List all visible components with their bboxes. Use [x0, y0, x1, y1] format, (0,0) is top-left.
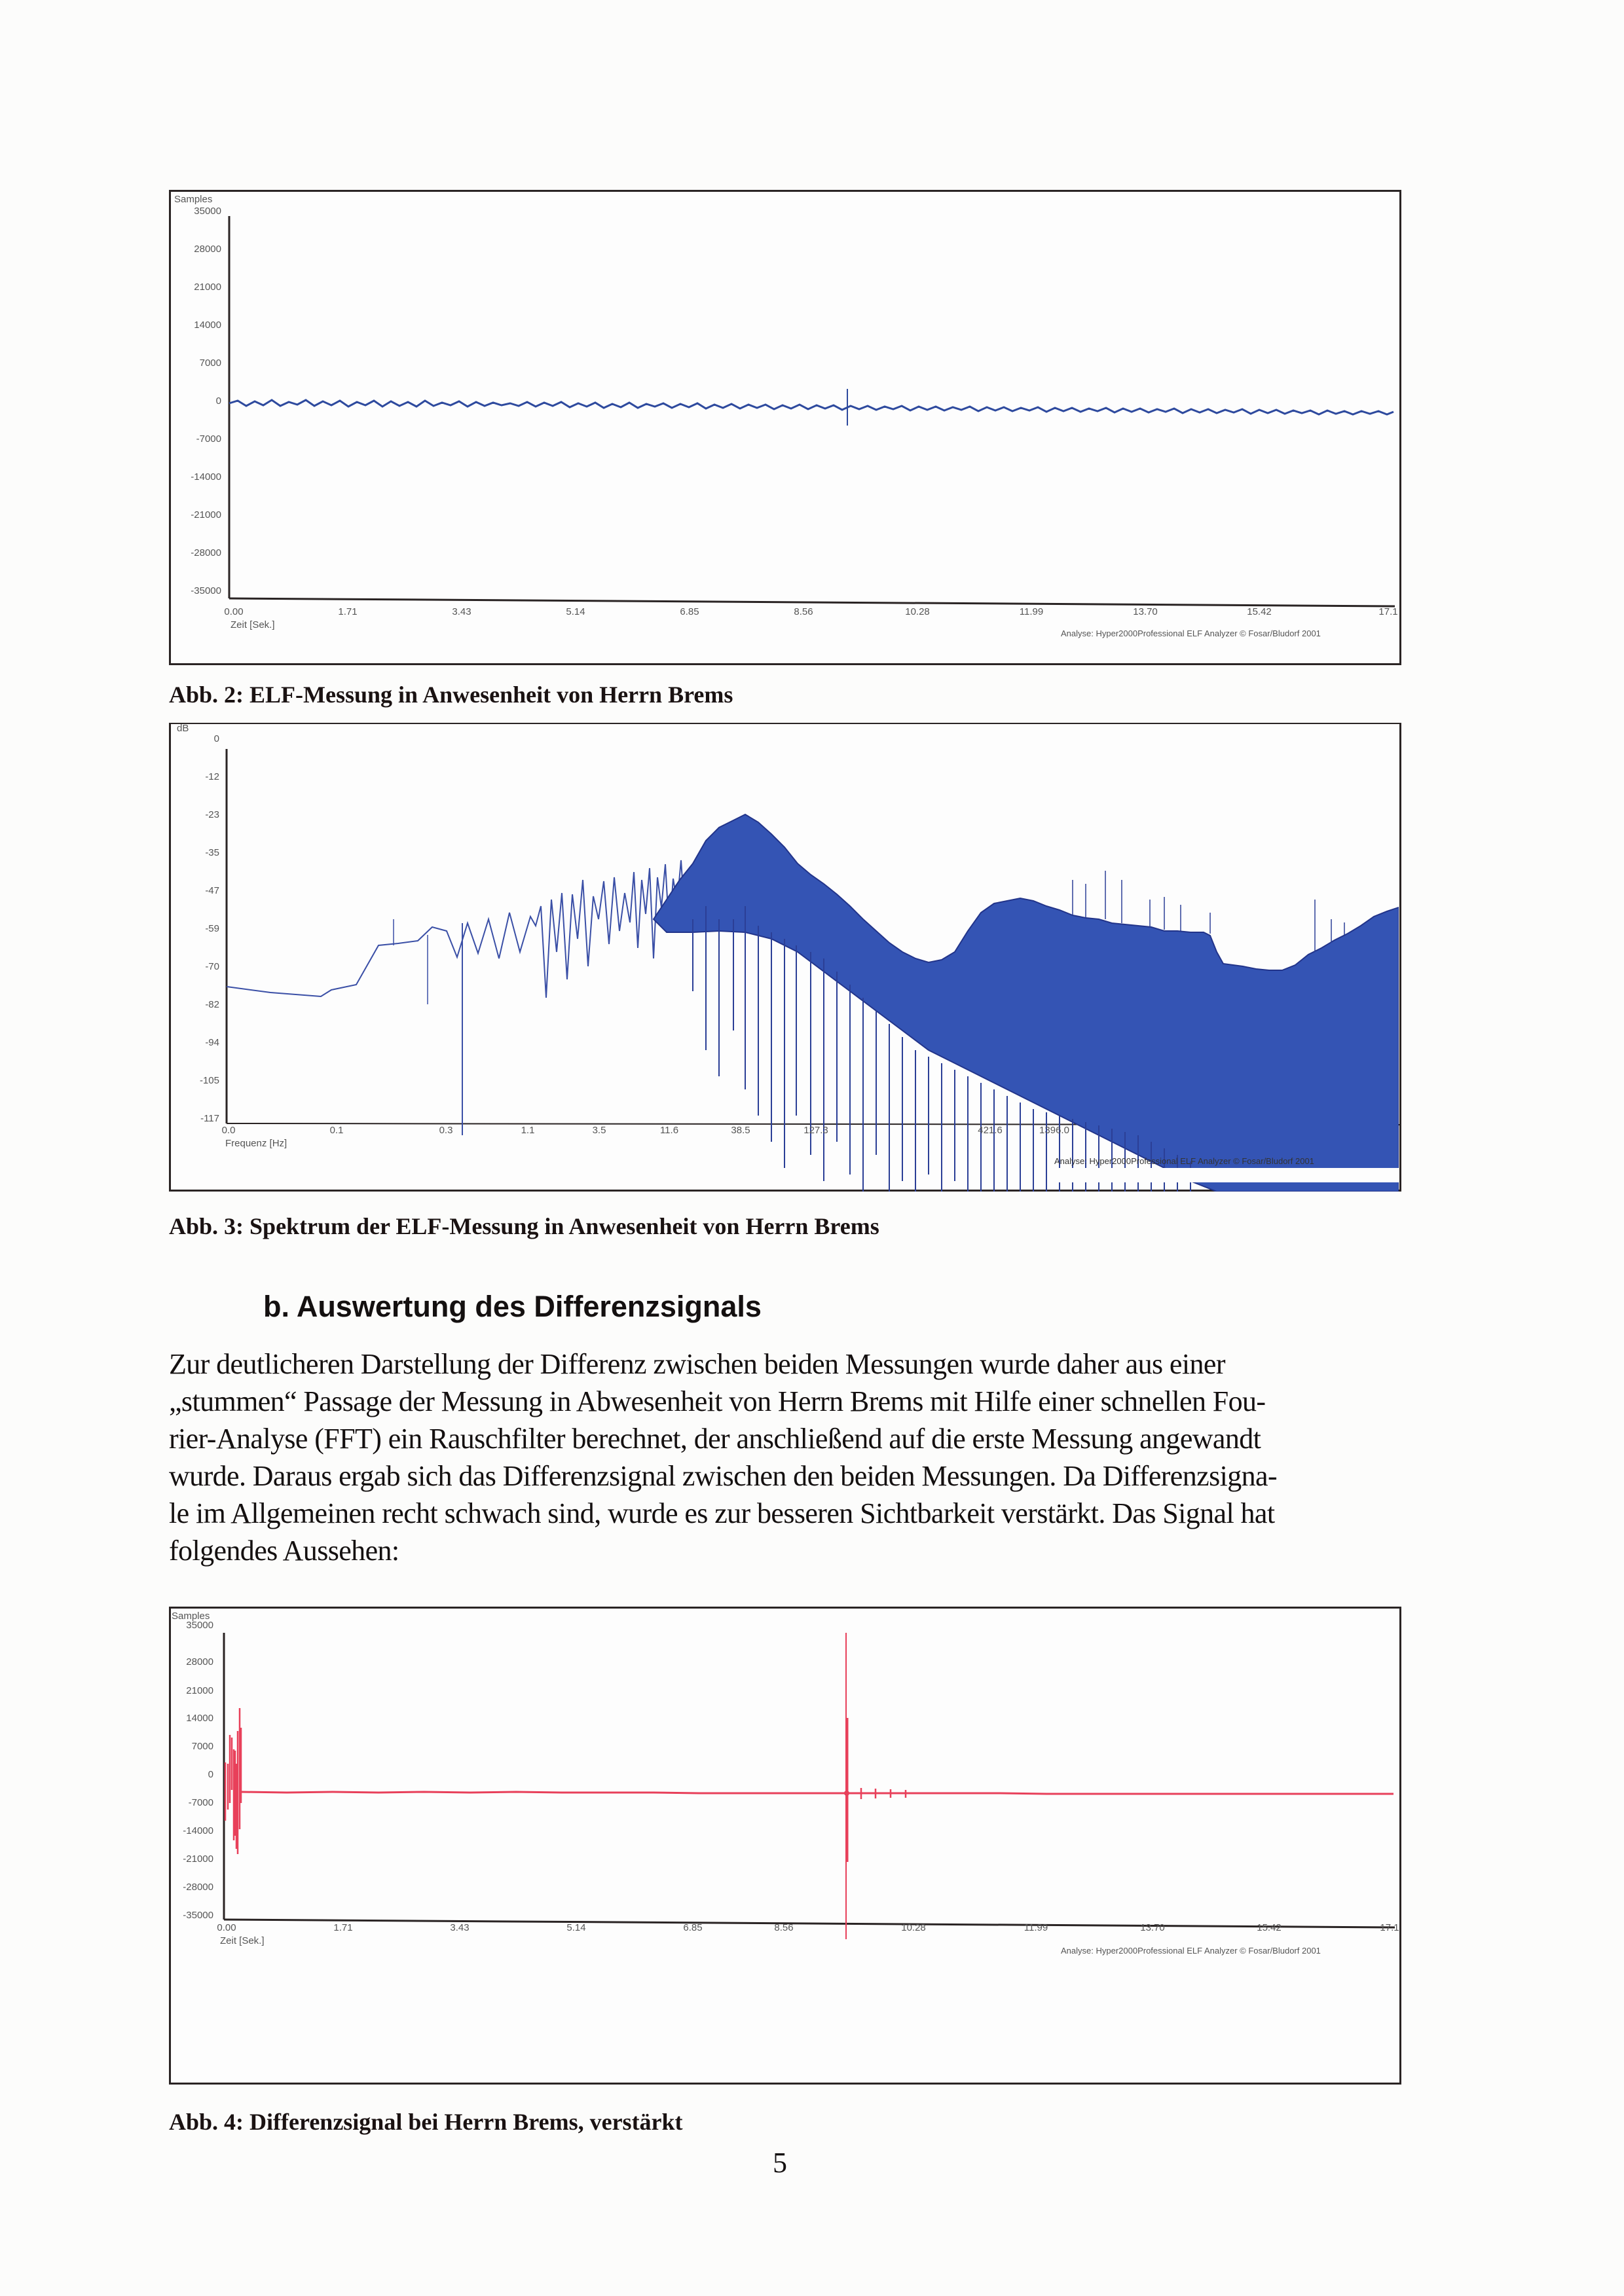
x-tick: 11.6 [659, 1125, 679, 1136]
y-tick: -28000 [191, 547, 221, 558]
y-tick: -35000 [183, 1910, 213, 1921]
figure-4-y-axis-title: Samples [172, 1611, 210, 1622]
y-tick: 14000 [194, 319, 221, 331]
figure-3-y-axis-title: dB [177, 723, 189, 734]
y-tick: -21000 [191, 509, 221, 520]
y-tick: -23 [205, 809, 219, 820]
x-tick: 421.6 [978, 1125, 1003, 1136]
y-tick: -7000 [188, 1797, 213, 1808]
y-tick: -14000 [191, 471, 221, 483]
x-tick: 13.70 [1140, 1922, 1165, 1933]
y-tick: -35000 [191, 585, 221, 596]
body-line: „stummen“ Passage der Messung in Abwesenheit von Herrn Brems mit Hilfe einer schnellen Fou- [169, 1385, 1266, 1417]
body-paragraph [169, 1345, 1400, 1569]
body-line: le im Allgemeinen recht schwach sind, wurde es zur besseren Sichtbarkeit verstärkt. Das Signal hat [169, 1497, 1275, 1529]
figure-4-caption: Abb. 4: Differenzsignal bei Herrn Brems, verstärkt [169, 2109, 683, 2135]
x-tick: 1.71 [333, 1922, 353, 1933]
figure-2-plot [169, 190, 1401, 665]
x-tick: 5.14 [566, 606, 585, 617]
x-tick: 3.5 [592, 1125, 606, 1136]
figure-3-caption: Abb. 3: Spektrum der ELF-Messung in Anwesenheit von Herrn Brems [169, 1213, 879, 1239]
x-tick: 17.1 [1380, 1922, 1399, 1933]
x-tick: 1.71 [338, 606, 358, 617]
y-tick: 35000 [194, 206, 221, 217]
y-tick: -70 [205, 961, 219, 972]
x-tick: 6.85 [680, 606, 699, 617]
page-number: 5 [773, 2147, 787, 2179]
y-tick: -59 [205, 923, 219, 934]
body-line: wurde. Daraus ergab sich das Differenzsignal zwischen den beiden Messungen. Da Differenzsigna- [169, 1460, 1277, 1492]
x-tick: 15.42 [1247, 606, 1272, 617]
figure-2-y-axis-title: Samples [174, 194, 213, 205]
x-tick: 13.70 [1133, 606, 1158, 617]
figure-2-caption: Abb. 2: ELF-Messung in Anwesenheit von Herrn Brems [169, 682, 733, 708]
x-tick: 11.99 [1024, 1922, 1048, 1933]
section-heading: b. Auswertung des Differenzsignals [263, 1290, 762, 1323]
x-tick: 1.1 [521, 1125, 535, 1136]
figure-4-x-axis-title: Zeit [Sek.] [220, 1935, 265, 1946]
y-tick: 21000 [194, 282, 221, 293]
figure-2-credit: Analyse: Hyper2000Professional ELF Analyzer © Fosar/Bludorf 2001 [1061, 629, 1321, 638]
figure-3-credit: Analyse: Hyper2000Professional ELF Analyzer © Fosar/Bludorf 2001 [1054, 1156, 1314, 1166]
y-tick: 28000 [186, 1656, 213, 1667]
y-tick: -117 [200, 1113, 219, 1124]
x-tick: 17.1 [1378, 606, 1398, 617]
y-tick: -21000 [183, 1853, 213, 1865]
y-tick: -105 [199, 1075, 219, 1086]
y-tick: 14000 [186, 1713, 213, 1724]
y-tick: 0 [208, 1769, 213, 1780]
body-line: Zur deutlicheren Darstellung der Differenz zwischen beiden Messungen wurde daher aus einer [169, 1348, 1225, 1380]
y-tick: -35 [205, 847, 219, 858]
figure-4-credit: Analyse: Hyper2000Professional ELF Analyzer © Fosar/Bludorf 2001 [1061, 1946, 1321, 1956]
x-tick: 0.00 [217, 1922, 236, 1933]
y-tick: -7000 [196, 433, 221, 445]
y-tick: -82 [205, 999, 219, 1010]
y-tick: -47 [205, 885, 219, 896]
figure-2-x-axis-title: Zeit [Sek.] [231, 619, 275, 630]
y-tick: 0 [213, 733, 219, 744]
x-tick: 8.56 [794, 606, 813, 617]
y-tick: -12 [205, 771, 219, 782]
x-tick: 38.5 [731, 1125, 750, 1136]
x-tick: 0.00 [224, 606, 244, 617]
figure-3-plot [169, 723, 1401, 1192]
body-line: folgendes Aussehen: [169, 1535, 399, 1567]
x-tick: 11.99 [1019, 606, 1044, 617]
figure-3-x-axis-title: Frequenz [Hz] [225, 1138, 287, 1149]
x-tick: 0.3 [439, 1125, 453, 1136]
x-tick: 8.56 [774, 1922, 794, 1933]
y-tick: 7000 [199, 357, 221, 369]
y-tick: 28000 [194, 244, 221, 255]
x-tick: 6.85 [683, 1922, 703, 1933]
x-tick: 15.42 [1257, 1922, 1282, 1933]
x-tick: 3.43 [452, 606, 471, 617]
y-tick: 0 [215, 395, 221, 407]
y-tick: 7000 [191, 1741, 213, 1752]
x-tick: 3.43 [450, 1922, 470, 1933]
x-tick: 10.28 [905, 606, 930, 617]
x-tick: 127.3 [803, 1125, 828, 1136]
x-tick: 5.14 [566, 1922, 586, 1933]
y-tick: -28000 [183, 1882, 213, 1893]
x-tick: 0.0 [221, 1125, 236, 1136]
x-tick: 1396.0 [1039, 1125, 1069, 1136]
y-tick: 35000 [186, 1620, 213, 1631]
y-tick: 21000 [186, 1685, 213, 1696]
figure-4-plot [169, 1607, 1401, 2085]
body-line: rier-Analyse (FFT) ein Rauschfilter berechnet, der anschließend auf die erste Messung angewandt [169, 1423, 1261, 1455]
x-tick: 10.28 [901, 1922, 926, 1933]
x-tick: 0.1 [329, 1125, 344, 1136]
y-tick: -14000 [183, 1825, 213, 1836]
y-tick: -94 [205, 1037, 219, 1048]
